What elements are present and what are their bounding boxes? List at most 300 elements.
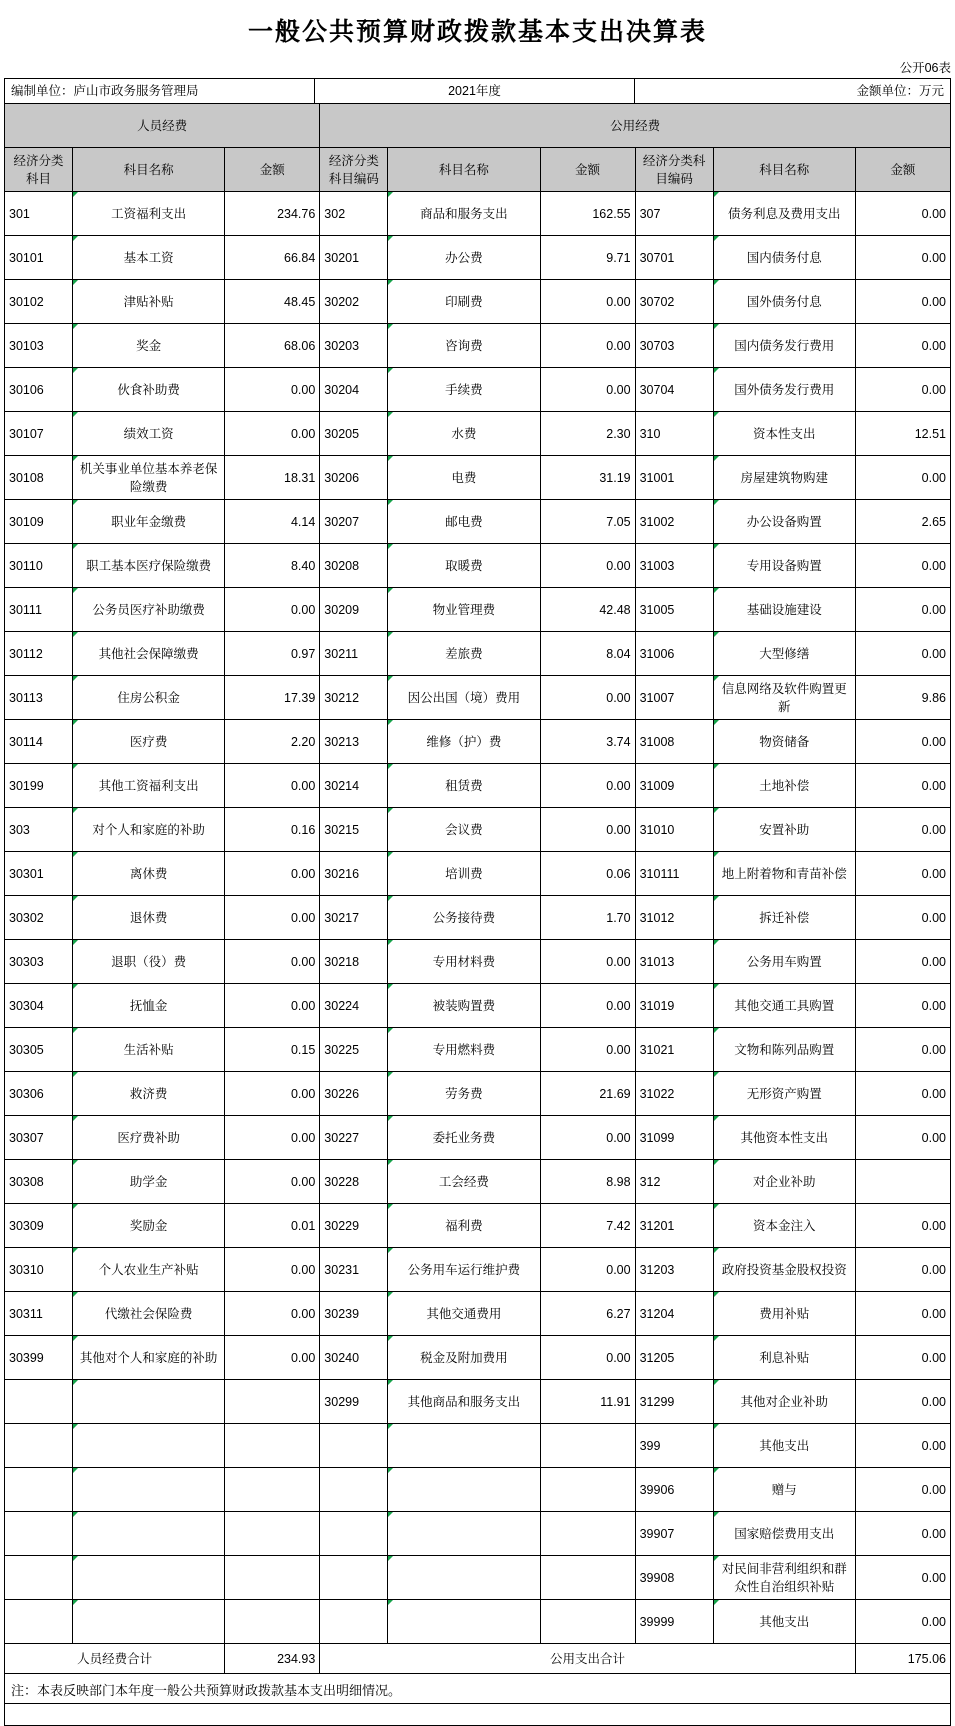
public-left-name: 其他商品和服务支出	[388, 1380, 540, 1424]
public-left-code: 30228	[320, 1160, 388, 1204]
public-right-amount: 0.00	[855, 1204, 950, 1248]
table-row	[5, 324, 951, 368]
public-left-code: 30227	[320, 1116, 388, 1160]
public-right-code: 30702	[635, 280, 713, 324]
public-left-amount: 162.55	[540, 192, 635, 236]
public-left-name: 水费	[388, 412, 540, 456]
public-left-amount: 42.48	[540, 588, 635, 632]
personnel-amount: 0.00	[225, 852, 320, 896]
public-left-name: 税金及附加费用	[388, 1336, 540, 1380]
public-left-code: 30206	[320, 456, 388, 500]
public-left-name	[388, 1556, 540, 1600]
table-row	[5, 1380, 951, 1424]
public-left-name: 培训费	[388, 852, 540, 896]
group-header-public: 公用经费	[320, 104, 951, 148]
fiscal-year: 2021年度	[315, 79, 635, 103]
public-right-code: 399	[635, 1424, 713, 1468]
column-header-amount-1: 金额	[225, 148, 320, 192]
personnel-code: 30310	[5, 1248, 73, 1292]
public-right-amount: 0.00	[855, 1116, 950, 1160]
personnel-code: 303	[5, 808, 73, 852]
personnel-name	[73, 1556, 225, 1600]
public-left-name: 被装购置费	[388, 984, 540, 1028]
table-row	[5, 764, 951, 808]
public-left-amount: 0.00	[540, 1336, 635, 1380]
public-left-amount: 3.74	[540, 720, 635, 764]
public-left-code: 30211	[320, 632, 388, 676]
personnel-code: 30301	[5, 852, 73, 896]
public-left-name: 会议费	[388, 808, 540, 852]
public-right-name: 国家赔偿费用支出	[713, 1512, 855, 1556]
column-header-row	[5, 148, 951, 192]
public-right-amount: 0.00	[855, 324, 950, 368]
public-left-amount: 0.00	[540, 1028, 635, 1072]
public-right-name: 物资储备	[713, 720, 855, 764]
public-left-code: 30239	[320, 1292, 388, 1336]
public-right-amount: 0.00	[855, 588, 950, 632]
public-left-code	[320, 1512, 388, 1556]
personnel-name: 代缴社会保险费	[73, 1292, 225, 1336]
personnel-code	[5, 1556, 73, 1600]
public-left-amount: 21.69	[540, 1072, 635, 1116]
page-title: 一般公共预算财政拨款基本支出决算表	[247, 18, 707, 46]
public-right-code: 31003	[635, 544, 713, 588]
table-row	[5, 1204, 951, 1248]
public-right-name: 大型修缮	[713, 632, 855, 676]
public-right-amount: 0.00	[855, 280, 950, 324]
public-right-code: 31007	[635, 676, 713, 720]
personnel-name: 公务员医疗补助缴费	[73, 588, 225, 632]
public-left-amount: 0.00	[540, 544, 635, 588]
table-row	[5, 1028, 951, 1072]
personnel-name: 退休费	[73, 896, 225, 940]
personnel-name: 医疗费补助	[73, 1116, 225, 1160]
public-right-name: 资本金注入	[713, 1204, 855, 1248]
public-right-amount: 0.00	[855, 192, 950, 236]
public-left-amount: 11.91	[540, 1380, 635, 1424]
public-left-amount: 31.19	[540, 456, 635, 500]
public-right-name: 房屋建筑物购建	[713, 456, 855, 500]
personnel-code: 30199	[5, 764, 73, 808]
public-right-name: 其他对企业补助	[713, 1380, 855, 1424]
personnel-code: 30399	[5, 1336, 73, 1380]
public-left-name	[388, 1512, 540, 1556]
table-row	[5, 940, 951, 984]
public-left-amount	[540, 1556, 635, 1600]
public-right-code: 310	[635, 412, 713, 456]
personnel-name: 伙食补助费	[73, 368, 225, 412]
public-left-code: 30202	[320, 280, 388, 324]
public-left-code	[320, 1424, 388, 1468]
personnel-name: 其他工资福利支出	[73, 764, 225, 808]
table-row	[5, 1468, 951, 1512]
personnel-code: 301	[5, 192, 73, 236]
personnel-name: 生活补贴	[73, 1028, 225, 1072]
table-row	[5, 456, 951, 500]
public-left-code: 30212	[320, 676, 388, 720]
table-row	[5, 1292, 951, 1336]
public-left-code: 30213	[320, 720, 388, 764]
public-left-name	[388, 1600, 540, 1644]
personnel-amount: 0.16	[225, 808, 320, 852]
table-row	[5, 984, 951, 1028]
public-right-code: 31299	[635, 1380, 713, 1424]
public-right-name: 其他支出	[713, 1424, 855, 1468]
personnel-name: 津贴补贴	[73, 280, 225, 324]
public-left-amount: 0.00	[540, 808, 635, 852]
public-left-amount: 0.00	[540, 368, 635, 412]
personnel-amount: 234.76	[225, 192, 320, 236]
public-right-amount: 0.00	[855, 1336, 950, 1380]
public-left-amount: 0.00	[540, 764, 635, 808]
personnel-code: 30306	[5, 1072, 73, 1116]
public-left-name: 商品和服务支出	[388, 192, 540, 236]
public-left-code: 30209	[320, 588, 388, 632]
public-right-amount: 0.00	[855, 236, 950, 280]
personnel-amount: 0.00	[225, 1292, 320, 1336]
public-left-code: 30208	[320, 544, 388, 588]
personnel-amount: 0.01	[225, 1204, 320, 1248]
public-left-amount	[540, 1424, 635, 1468]
public-left-code	[320, 1556, 388, 1600]
public-right-name: 国外债务付息	[713, 280, 855, 324]
public-right-code: 31203	[635, 1248, 713, 1292]
public-left-amount: 7.42	[540, 1204, 635, 1248]
compiling-unit: 编制单位：庐山市政务服务管理局	[5, 79, 315, 103]
public-left-name: 电费	[388, 456, 540, 500]
table-row	[5, 588, 951, 632]
public-right-name: 基础设施建设	[713, 588, 855, 632]
public-right-name: 办公设备购置	[713, 500, 855, 544]
public-left-name: 物业管理费	[388, 588, 540, 632]
public-left-name: 办公费	[388, 236, 540, 280]
personnel-code: 30112	[5, 632, 73, 676]
public-left-name: 手续费	[388, 368, 540, 412]
public-right-amount: 0.00	[855, 1028, 950, 1072]
public-right-amount: 0.00	[855, 1600, 950, 1644]
public-left-code: 30226	[320, 1072, 388, 1116]
personnel-amount: 0.15	[225, 1028, 320, 1072]
personnel-amount: 0.00	[225, 1248, 320, 1292]
personnel-name	[73, 1600, 225, 1644]
public-left-code: 30203	[320, 324, 388, 368]
public-right-code: 31005	[635, 588, 713, 632]
public-left-amount: 0.00	[540, 676, 635, 720]
personnel-amount	[225, 1556, 320, 1600]
table-row	[5, 1600, 951, 1644]
public-left-code	[320, 1468, 388, 1512]
public-left-amount: 0.06	[540, 852, 635, 896]
public-left-name	[388, 1468, 540, 1512]
public-right-name: 文物和陈列品购置	[713, 1028, 855, 1072]
public-left-name: 其他交通费用	[388, 1292, 540, 1336]
personnel-amount	[225, 1380, 320, 1424]
personnel-amount: 0.00	[225, 1116, 320, 1160]
public-right-code: 30704	[635, 368, 713, 412]
table-row	[5, 412, 951, 456]
public-right-amount: 9.86	[855, 676, 950, 720]
column-header-code-2: 经济分类科目编码	[320, 148, 388, 192]
table-row	[5, 1424, 951, 1468]
public-right-amount: 0.00	[855, 1424, 950, 1468]
personnel-code: 30114	[5, 720, 73, 764]
public-right-name: 安置补助	[713, 808, 855, 852]
personnel-code: 30101	[5, 236, 73, 280]
public-right-amount: 0.00	[855, 1556, 950, 1600]
personnel-code	[5, 1468, 73, 1512]
personnel-name: 基本工资	[73, 236, 225, 280]
personnel-total-label: 人员经费合计	[5, 1644, 225, 1674]
public-right-amount: 0.00	[855, 1248, 950, 1292]
personnel-amount: 0.00	[225, 1160, 320, 1204]
table-row	[5, 808, 951, 852]
public-left-amount: 9.71	[540, 236, 635, 280]
public-right-name: 国外债务发行费用	[713, 368, 855, 412]
personnel-name: 个人农业生产补贴	[73, 1248, 225, 1292]
personnel-code: 30305	[5, 1028, 73, 1072]
personnel-amount: 0.00	[225, 940, 320, 984]
public-right-code: 31021	[635, 1028, 713, 1072]
personnel-code: 30307	[5, 1116, 73, 1160]
public-left-name: 印刷费	[388, 280, 540, 324]
public-right-code: 310111	[635, 852, 713, 896]
personnel-name: 其他对个人和家庭的补助	[73, 1336, 225, 1380]
column-header-amount-3: 金额	[855, 148, 950, 192]
personnel-code: 30302	[5, 896, 73, 940]
table-row	[5, 192, 951, 236]
public-right-name: 国内债务付息	[713, 236, 855, 280]
personnel-total-amount: 234.93	[225, 1644, 320, 1674]
public-right-amount: 0.00	[855, 896, 950, 940]
public-left-code: 30240	[320, 1336, 388, 1380]
public-left-name: 租赁费	[388, 764, 540, 808]
public-left-name: 专用材料费	[388, 940, 540, 984]
public-left-name: 专用燃料费	[388, 1028, 540, 1072]
personnel-name: 机关事业单位基本养老保险缴费	[73, 456, 225, 500]
table-row	[5, 1160, 951, 1204]
table-row	[5, 280, 951, 324]
public-right-name: 对民间非营利组织和群众性自治组织补贴	[713, 1556, 855, 1600]
public-left-code: 30205	[320, 412, 388, 456]
column-header-code-1: 经济分类科目	[5, 148, 73, 192]
personnel-name: 职业年金缴费	[73, 500, 225, 544]
personnel-name: 奖金	[73, 324, 225, 368]
public-left-amount: 0.00	[540, 1116, 635, 1160]
public-right-name: 政府投资基金股权投资	[713, 1248, 855, 1292]
personnel-name: 退职（役）费	[73, 940, 225, 984]
budget-table	[4, 103, 951, 1674]
public-right-name: 对企业补助	[713, 1160, 855, 1204]
public-right-amount: 12.51	[855, 412, 950, 456]
public-left-name: 委托业务费	[388, 1116, 540, 1160]
public-right-code: 30703	[635, 324, 713, 368]
public-right-code: 31002	[635, 500, 713, 544]
personnel-code: 30108	[5, 456, 73, 500]
table-row	[5, 1512, 951, 1556]
public-left-code: 30218	[320, 940, 388, 984]
public-left-amount: 0.00	[540, 984, 635, 1028]
personnel-code: 30109	[5, 500, 73, 544]
personnel-name	[73, 1424, 225, 1468]
public-left-name: 因公出国（境）费用	[388, 676, 540, 720]
personnel-name	[73, 1512, 225, 1556]
column-header-code-3: 经济分类科目编码	[635, 148, 713, 192]
personnel-amount: 18.31	[225, 456, 320, 500]
table-row	[5, 632, 951, 676]
public-right-code: 31205	[635, 1336, 713, 1380]
public-right-amount: 0.00	[855, 852, 950, 896]
public-left-code: 30201	[320, 236, 388, 280]
personnel-amount	[225, 1600, 320, 1644]
table-row	[5, 544, 951, 588]
public-right-amount	[855, 1160, 950, 1204]
personnel-amount: 4.14	[225, 500, 320, 544]
public-total-label: 公用支出合计	[320, 1644, 856, 1674]
personnel-amount: 0.00	[225, 588, 320, 632]
form-number: 公开06表	[899, 61, 951, 75]
public-right-code: 31019	[635, 984, 713, 1028]
public-left-name: 邮电费	[388, 500, 540, 544]
public-right-name: 地上附着物和青苗补偿	[713, 852, 855, 896]
public-left-code	[320, 1600, 388, 1644]
table-row	[5, 368, 951, 412]
public-left-amount: 1.70	[540, 896, 635, 940]
public-right-amount: 0.00	[855, 1380, 950, 1424]
personnel-name: 工资福利支出	[73, 192, 225, 236]
table-row	[5, 1116, 951, 1160]
column-header-name-1: 科目名称	[73, 148, 225, 192]
personnel-amount: 0.00	[225, 896, 320, 940]
personnel-code	[5, 1380, 73, 1424]
public-right-amount: 0.00	[855, 1512, 950, 1556]
personnel-amount: 0.00	[225, 1072, 320, 1116]
totals-row	[5, 1644, 951, 1674]
personnel-code: 30110	[5, 544, 73, 588]
public-right-amount: 0.00	[855, 984, 950, 1028]
public-right-code: 31001	[635, 456, 713, 500]
public-left-amount: 7.05	[540, 500, 635, 544]
table-row	[5, 676, 951, 720]
personnel-name	[73, 1468, 225, 1512]
personnel-amount: 17.39	[225, 676, 320, 720]
personnel-code: 30102	[5, 280, 73, 324]
public-left-code: 30207	[320, 500, 388, 544]
table-row	[5, 896, 951, 940]
public-left-code: 30216	[320, 852, 388, 896]
public-right-name: 资本性支出	[713, 412, 855, 456]
personnel-amount: 8.40	[225, 544, 320, 588]
personnel-amount	[225, 1468, 320, 1512]
public-right-code: 31008	[635, 720, 713, 764]
public-right-name: 信息网络及软件购置更新	[713, 676, 855, 720]
public-left-amount	[540, 1512, 635, 1556]
public-left-name: 取暖费	[388, 544, 540, 588]
public-right-amount: 0.00	[855, 1292, 950, 1336]
table-row	[5, 1556, 951, 1600]
public-right-name: 无形资产购置	[713, 1072, 855, 1116]
public-right-code: 39908	[635, 1556, 713, 1600]
public-left-amount	[540, 1468, 635, 1512]
public-right-amount: 0.00	[855, 720, 950, 764]
personnel-amount: 0.00	[225, 984, 320, 1028]
public-right-name: 国内债务发行费用	[713, 324, 855, 368]
public-left-name: 福利费	[388, 1204, 540, 1248]
personnel-code: 30303	[5, 940, 73, 984]
personnel-amount: 0.00	[225, 412, 320, 456]
personnel-code	[5, 1424, 73, 1468]
public-right-code: 31006	[635, 632, 713, 676]
public-right-name: 公务用车购置	[713, 940, 855, 984]
personnel-amount	[225, 1512, 320, 1556]
personnel-name: 对个人和家庭的补助	[73, 808, 225, 852]
personnel-code: 30308	[5, 1160, 73, 1204]
table-row	[5, 852, 951, 896]
personnel-name: 住房公积金	[73, 676, 225, 720]
table-row	[5, 500, 951, 544]
footer-note: 注：本表反映部门本年度一般公共预算财政拨款基本支出明细情况。	[4, 1674, 951, 1704]
public-left-amount: 8.04	[540, 632, 635, 676]
personnel-name: 绩效工资	[73, 412, 225, 456]
public-left-amount: 6.27	[540, 1292, 635, 1336]
table-row	[5, 1248, 951, 1292]
public-right-amount: 0.00	[855, 544, 950, 588]
public-right-code: 39906	[635, 1468, 713, 1512]
table-row	[5, 1336, 951, 1380]
public-left-code: 30225	[320, 1028, 388, 1072]
public-right-code: 307	[635, 192, 713, 236]
public-left-amount: 0.00	[540, 1248, 635, 1292]
public-right-name: 费用补贴	[713, 1292, 855, 1336]
personnel-name: 职工基本医疗保险缴费	[73, 544, 225, 588]
public-right-code: 31010	[635, 808, 713, 852]
public-right-code: 31099	[635, 1116, 713, 1160]
column-header-amount-2: 金额	[540, 148, 635, 192]
public-right-code: 31013	[635, 940, 713, 984]
personnel-amount: 48.45	[225, 280, 320, 324]
personnel-code	[5, 1600, 73, 1644]
public-left-name	[388, 1424, 540, 1468]
public-right-amount: 0.00	[855, 1468, 950, 1512]
public-left-code: 302	[320, 192, 388, 236]
public-left-name: 劳务费	[388, 1072, 540, 1116]
public-right-name: 专用设备购置	[713, 544, 855, 588]
personnel-amount: 66.84	[225, 236, 320, 280]
public-right-amount: 0.00	[855, 632, 950, 676]
personnel-code: 30107	[5, 412, 73, 456]
public-right-amount: 0.00	[855, 808, 950, 852]
personnel-code: 30311	[5, 1292, 73, 1336]
public-left-amount: 0.00	[540, 940, 635, 984]
public-right-amount: 0.00	[855, 1072, 950, 1116]
public-left-code: 30224	[320, 984, 388, 1028]
personnel-name: 救济费	[73, 1072, 225, 1116]
public-right-name: 利息补贴	[713, 1336, 855, 1380]
personnel-code: 30106	[5, 368, 73, 412]
public-left-amount: 0.00	[540, 280, 635, 324]
public-right-amount: 0.00	[855, 456, 950, 500]
personnel-name: 奖励金	[73, 1204, 225, 1248]
public-right-amount: 0.00	[855, 940, 950, 984]
personnel-amount	[225, 1424, 320, 1468]
personnel-amount: 0.00	[225, 1336, 320, 1380]
public-left-amount: 2.30	[540, 412, 635, 456]
personnel-amount: 0.97	[225, 632, 320, 676]
public-left-code: 30229	[320, 1204, 388, 1248]
public-right-name: 赠与	[713, 1468, 855, 1512]
public-right-amount: 2.65	[855, 500, 950, 544]
personnel-code: 30309	[5, 1204, 73, 1248]
public-right-name: 其他资本性支出	[713, 1116, 855, 1160]
